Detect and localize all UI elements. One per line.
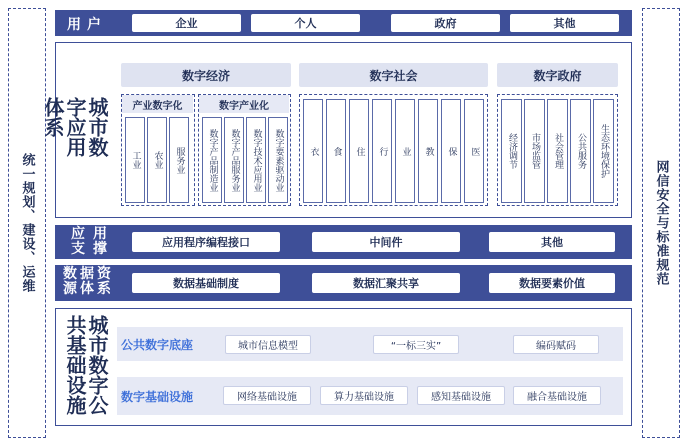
data-resources-label: 数据资源体系 [63, 266, 114, 297]
column-market-supervision: 市场监管 [524, 99, 545, 203]
pill-fusion-infra: 融合基础设施 [513, 386, 601, 405]
app-system-panel [41, 42, 632, 218]
column-digital-product-manufacturing: 数字产品制造业 [202, 117, 222, 203]
digital-industrialization-header: 数字产业化 [199, 95, 289, 113]
public-infra-panel [55, 308, 632, 426]
column-industry: 工业 [125, 117, 145, 203]
support-label: 应用支撑 [71, 226, 115, 257]
column-medical: 医 [464, 99, 484, 203]
column-service: 服务业 [169, 117, 189, 203]
support-cell-api: 应用程序编程接口 [132, 232, 280, 252]
support-band [55, 225, 632, 259]
user-cell-other: 其他 [510, 14, 619, 32]
support-cell-middleware: 中间件 [312, 232, 460, 252]
pill-sensing-infra: 感知基础设施 [417, 386, 505, 405]
column-data-element-driven: 数字要素驱动业 [268, 117, 288, 203]
user-cell-enterprise: 企业 [132, 14, 241, 32]
left-side-banner [8, 8, 46, 438]
pill-computing-infra: 算力基础设施 [320, 386, 408, 405]
users-label: 用户 [67, 17, 107, 33]
data-resources-band [55, 265, 632, 301]
column-digital-tech-application: 数字技术应用业 [246, 117, 266, 203]
digital-economy-header: 数字经济 [121, 63, 291, 87]
column-clothing: 衣 [303, 99, 323, 203]
column-insurance: 保 [441, 99, 461, 203]
app-system-title: 城市数字应用体系 [41, 97, 109, 157]
public-infra-title: 城市数字公共基础设施 [63, 315, 109, 415]
digital-infra-label: 数字基础设施 [121, 390, 194, 404]
user-cell-individual: 个人 [251, 14, 360, 32]
column-digital-product-service: 数字产品服务业 [224, 117, 244, 203]
pill-coding: 编码赋码 [513, 335, 599, 354]
digital-government-group [497, 94, 618, 206]
digital-government-header: 数字政府 [497, 63, 618, 87]
data-cell-basic-system: 数据基础制度 [132, 273, 280, 293]
right-side-banner [642, 8, 680, 438]
column-agriculture: 农业 [147, 117, 167, 203]
column-social-management: 社会管理 [547, 99, 568, 203]
pill-city-info-model: 城市信息模型 [225, 335, 311, 354]
public-base-row [117, 327, 623, 361]
digital-society-group [299, 94, 488, 206]
column-education: 教 [418, 99, 438, 203]
digital-society-header: 数字社会 [299, 63, 488, 87]
right-side-text: 网信安全与标准规范 [653, 160, 669, 286]
data-cell-aggregation-sharing: 数据汇聚共享 [312, 273, 460, 293]
user-cell-government: 政府 [391, 14, 500, 32]
column-public-service: 公共服务 [570, 99, 591, 203]
digital-infra-row [117, 377, 623, 415]
column-employment: 业 [395, 99, 415, 203]
column-eco-protection: 生态环境保护 [593, 99, 614, 203]
digital-industrialization-group [198, 94, 291, 206]
industry-digitization-group [121, 94, 195, 206]
column-economic-regulation: 经济调节 [501, 99, 522, 203]
pill-network-infra: 网络基础设施 [223, 386, 311, 405]
pill-one-standard-three-facts: “一标三实” [373, 335, 459, 354]
users-band [55, 10, 632, 36]
industry-digitization-header: 产业数字化 [122, 95, 193, 113]
column-housing: 住 [349, 99, 369, 203]
left-side-text: 统一规划、建设、运维 [19, 153, 35, 293]
public-base-label: 公共数字底座 [121, 338, 194, 352]
data-cell-element-value: 数据要素价值 [489, 273, 615, 293]
support-cell-other: 其他 [489, 232, 615, 252]
column-travel: 行 [372, 99, 392, 203]
column-food: 食 [326, 99, 346, 203]
